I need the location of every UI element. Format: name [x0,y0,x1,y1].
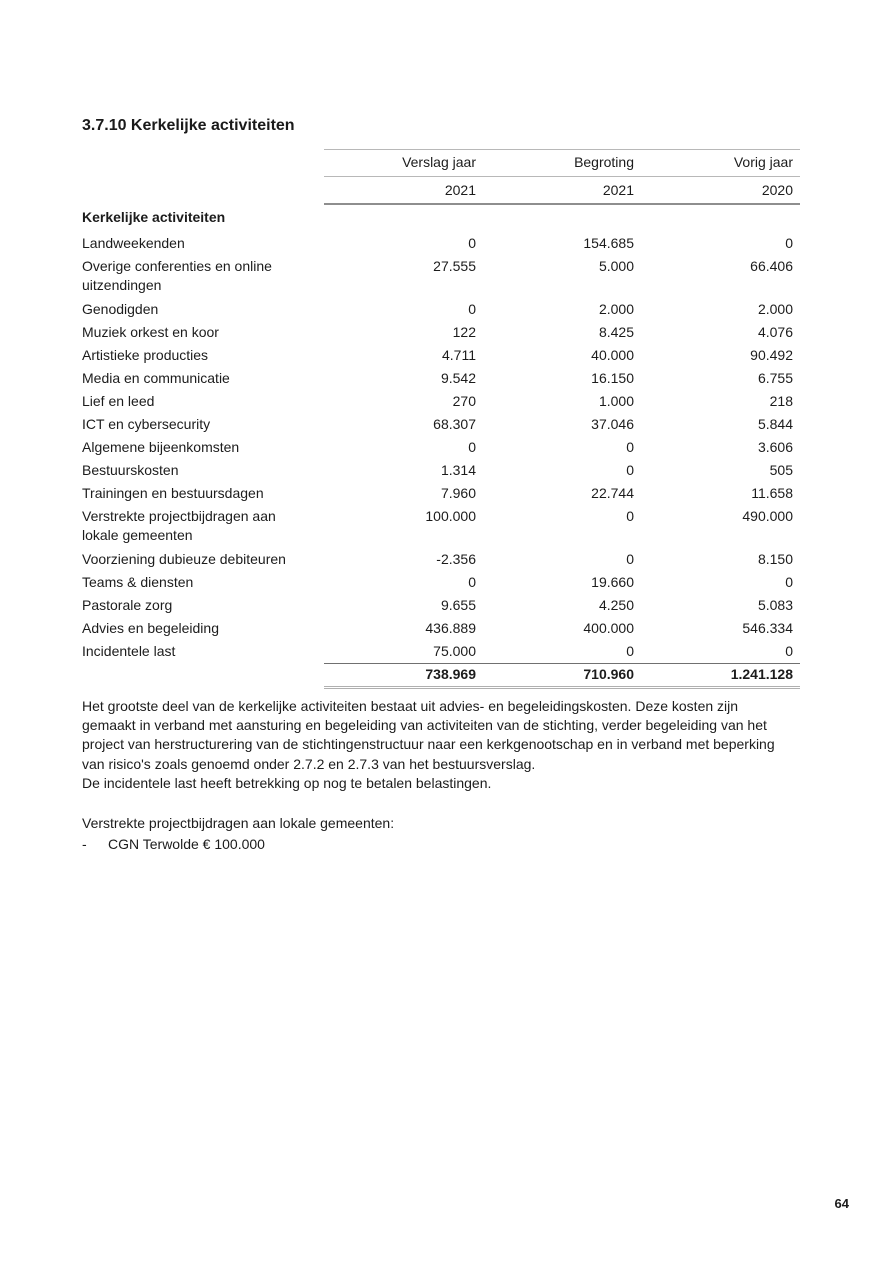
table-row [82,389,800,412]
explanation-paragraph [82,697,802,793]
table-row [82,435,800,458]
row-label: Artistieke producties [82,347,209,363]
row-label: Landweekenden [82,235,185,251]
paragraph-line: De incidentele last heeft betrekking op nog te betalen belastingen. [82,774,492,791]
value-verslag-jaar: 0 [468,235,476,251]
value-begroting: 19.660 [591,574,634,590]
column-header-verslag-jaar: Verslag jaar [402,154,476,170]
paragraph-line: gemaakt in verband met aansturing en begeleiding van activiteiten van de stichting, verder begeleiding van het [82,717,767,734]
value-vorig-jaar: 66.406 [750,258,793,274]
value-vorig-jaar: 5.083 [757,597,793,613]
page-number: 64 [834,1196,849,1211]
table-row [82,547,800,570]
row-label: Incidentele last [82,643,176,659]
table-row [82,504,800,547]
table-row [82,254,800,297]
value-verslag-jaar: -2.356 [436,551,476,567]
value-verslag-jaar: 9.542 [440,370,476,386]
value-vorig-jaar: 0 [785,643,793,659]
year-header-verslag-jaar: 2021 [444,182,476,198]
value-begroting: 5.000 [598,258,634,274]
value-vorig-jaar: 90.492 [750,347,793,363]
value-vorig-jaar: 11.658 [751,485,793,501]
row-label: Media en communicatie [82,370,230,386]
value-begroting: 400.000 [583,620,634,636]
value-begroting: 2.000 [598,301,634,317]
table-row [82,343,800,366]
total-verslag-jaar: 738.969 [425,666,476,682]
value-vorig-jaar: 490.000 [742,508,793,524]
row-label: Pastorale zorg [82,597,173,613]
value-verslag-jaar: 436.889 [425,620,476,636]
row-label: Bestuurskosten [82,462,179,478]
value-begroting: 22.744 [591,485,634,501]
value-vorig-jaar: 3.606 [757,439,793,455]
value-verslag-jaar: 1.314 [440,462,476,478]
value-begroting: 154.685 [583,235,634,251]
totals-row [82,663,800,689]
table-row [82,458,800,481]
value-vorig-jaar: 505 [769,462,793,478]
table-row [82,231,800,254]
value-verslag-jaar: 0 [468,301,476,317]
section-title: 3.7.10 Kerkelijke activiteiten [82,117,295,134]
total-begroting: 710.960 [583,666,634,682]
value-begroting: 0 [626,551,634,567]
value-vorig-jaar: 0 [785,235,793,251]
contributions-heading: Verstrekte projectbijdragen aan lokale gemeenten: [82,815,395,831]
column-header-row [82,149,800,177]
value-verslag-jaar: 0 [468,439,476,455]
value-verslag-jaar: 122 [452,324,476,340]
value-vorig-jaar: 0 [785,574,793,590]
row-label: Voorziening dubieuze debiteuren [82,551,286,567]
value-verslag-jaar: 9.655 [440,597,476,613]
paragraph-line: Het grootste deel van de kerkelijke activiteiten bestaat uit advies- en begeleidingskosten. Deze kosten zijn [82,698,739,714]
value-verslag-jaar: 270 [452,393,476,409]
row-label: Muziek orkest en koor [82,324,219,340]
table-row [82,570,800,593]
table-row [82,412,800,435]
row-label: Advies en begeleiding [82,620,219,636]
row-label: Teams & diensten [82,574,194,590]
value-begroting: 4.250 [598,597,634,613]
value-begroting: 0 [626,643,634,659]
table-body [82,231,800,689]
paragraph-line: van risico's zoals genoemd onder 2.7.2 en 2.7.3 van het bestuursverslag. [82,755,536,772]
value-verslag-jaar: 27.555 [433,258,476,274]
row-label: Overige conferenties en online uitzendingen [82,258,272,293]
value-begroting: 1.000 [598,393,634,409]
column-header-vorig-jaar: Vorig jaar [733,154,793,170]
value-verslag-jaar: 7.960 [440,485,476,501]
row-label: ICT en cybersecurity [82,416,211,432]
row-label: Lief en leed [82,393,155,409]
value-vorig-jaar: 546.334 [742,620,793,636]
table-row [82,616,800,639]
value-verslag-jaar: 68.307 [433,416,476,432]
row-label: Verstrekte projectbijdragen aan lokale gemeenten [82,508,276,543]
value-verslag-jaar: 0 [468,574,476,590]
row-label: Algemene bijeenkomsten [82,439,240,455]
value-vorig-jaar: 6.755 [757,370,793,386]
year-header-row [82,177,800,205]
value-verslag-jaar: 4.711 [442,347,476,363]
value-verslag-jaar: 100.000 [425,508,476,524]
row-label: Genodigden [82,301,159,317]
value-vorig-jaar: 4.076 [757,324,793,340]
value-begroting: 37.046 [591,416,634,432]
list-item-text: CGN Terwolde € 100.000 [108,836,265,852]
table-row [82,639,800,662]
value-vorig-jaar: 218 [769,393,793,409]
value-begroting: 16.150 [591,370,634,386]
group-label: Kerkelijke activiteiten [82,209,226,225]
paragraph-line: project van herstructurering van de stichtingenstructuur naar een kerkgenootschap en in verband met beperking [82,736,775,753]
value-vorig-jaar: 2.000 [757,301,793,317]
value-begroting: 0 [626,508,634,524]
value-begroting: 0 [626,439,634,455]
value-verslag-jaar: 75.000 [433,643,476,659]
table-row [82,297,800,320]
value-begroting: 40.000 [591,347,634,363]
value-begroting: 0 [626,462,634,478]
table-row [82,366,800,389]
value-vorig-jaar: 5.844 [757,416,793,432]
year-header-vorig-jaar: 2020 [761,182,793,198]
value-begroting: 8.425 [598,324,634,340]
total-vorig-jaar: 1.241.128 [730,666,793,682]
row-label: Trainingen en bestuursdagen [82,485,264,501]
table-row [82,593,800,616]
table-row [82,320,800,343]
table-row [82,481,800,504]
column-header-begroting: Begroting [574,154,634,170]
value-vorig-jaar: 8.150 [757,551,793,567]
list-bullet: - [82,836,87,852]
year-header-begroting: 2021 [602,182,634,198]
activities-table [82,149,800,682]
